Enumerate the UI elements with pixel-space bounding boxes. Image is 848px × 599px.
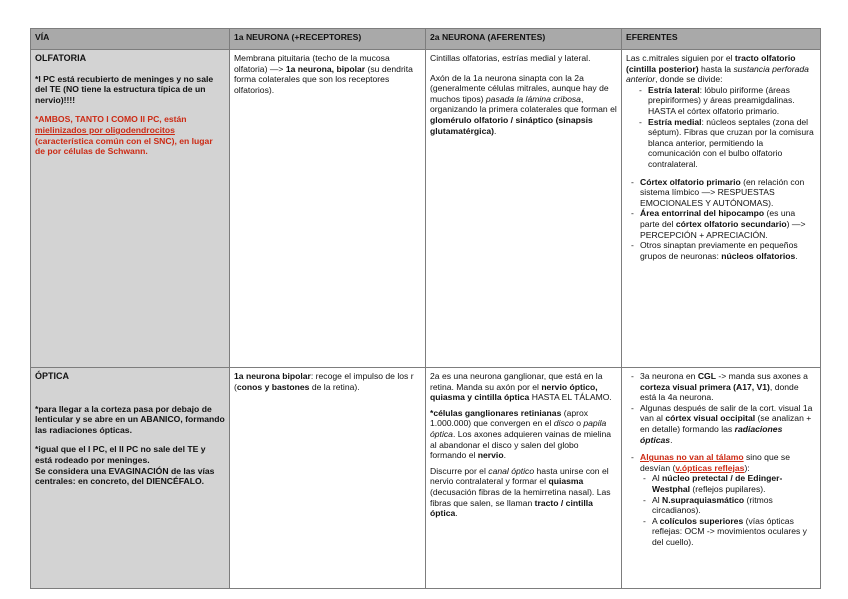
list-item: - Área entorrinal del hipocampo (es una parte del córtex olfatorio secundario) —> PERCEPCIÓN + APRECIACIÓN. (640, 208, 816, 240)
row-olfatoria (31, 50, 821, 368)
cell-via-optica (31, 368, 230, 589)
optica-note-2: *igual que el I PC, el II PC no sale del TE y está rodeado por meninges. Se considera una EVAGINACIÓN de las vías centrales: en concreto, del DIENCÉFALO. (35, 444, 215, 487)
list-item: - Estría medial: núcleos septales (zona del séptum). Fibras que cruzan por la comisura blanca anterior, permitiendo la comunicación con el bulbo olfatorio contralateral. (648, 117, 816, 170)
list-item: - Al N.supraquiasmático (ritmos circadianos). (652, 495, 816, 516)
cell-n2-optica: 2a es una neurona ganglionar, que está en la retina. Manda su axón por el nervio óptico, quiasma y cintilla óptica HASTA EL TÁLAMO. *células ganglionares retinianas (aprox 1.000.000) que convergen en el disco o papila óptica. Los axones adquieren vainas de mielina al abandonar el disco y salen del globo formando el nervio. Discurre por el canal óptico hasta unirse con el nervio contralateral y formar el quiasma (decusación fibras de la hemirretina nasal). Las fibras que salen, se llaman tracto / cintilla óptica. (426, 368, 622, 589)
cell-ef-optica (622, 368, 821, 589)
list-item: - Algunas no van al tálamo sino que se desvían (v.ópticas reflejas): - Al núcleo pretectal / de Edinger-Westphal (reflejos pupilares). - Al N.supraquiasmático (ritmos circadianos). - A colículos superiores (vías ópticas reflejas: OCM -> movimientos oculares y del cuello). (640, 452, 816, 547)
olfatoria-note-1: *I PC está recubierto de meninges y no sale del TE (NO tiene la estructura típica de un nervio)!!!! (35, 73, 214, 105)
header-via: VÍA (31, 29, 230, 50)
list-item: - 3a neurona en CGL -> manda sus axones a corteza visual primera (A17, V1), donde está la 4a neurona. (640, 371, 816, 403)
via-title-optica: ÓPTICA (35, 371, 70, 381)
pathways-table (30, 28, 821, 589)
olfatoria-note-2: *AMBOS, TANTO I COMO II PC, están mielinizados por oligodendrocitos (característica común con el SNC), en lugar de por células de Schwann. (35, 114, 213, 157)
header-row (31, 29, 821, 50)
via-title-olfatoria: OLFATORIA (35, 53, 87, 63)
list-item: - Otros sinaptan previamente en pequeños grupos de neuronas: núcleos olfatorios. (640, 240, 816, 261)
list-item: - Córtex olfatorio primario (en relación con sistema límbico —> RESPUESTAS EMOCIONALES Y AUTÓNOMAS). (640, 177, 816, 209)
header-second-neuron: 2a NEURONA (AFERENTES) (426, 29, 622, 50)
cell-via-olfatoria (31, 50, 230, 368)
header-first-neuron: 1a NEURONA (+RECEPTORES) (230, 29, 426, 50)
list-item: - Algunas después de salir de la cort. visual 1a van al córtex visual occipital (se analizan + en detalle) formando las radiaciones ópticas. (640, 403, 816, 445)
list-item: - Estría lateral: lóbulo piriforme (áreas prepiriformes) y áreas preamigdalinas. HASTA el córtex olfatorio primario. (648, 85, 816, 117)
cell-n1-olfatoria: Membrana pituitaria (techo de la mucosa olfatoria) —> 1a neurona, bipolar (su dendrita forma colaterales que son los receptores olfatorios). (230, 50, 426, 368)
cell-n2-olfatoria: Cintillas olfatorias, estrías medial y lateral. Axón de la 1a neurona sinapta con la 2a (generalmente células mitrales, aunque hay de muchos tipos) pasada la lámina cribosa, organizando la primera colaterales que forman el glomérulo olfatorio / sináptico (sinapsis glutamatérgica). (426, 50, 622, 368)
optica-note-1: *para llegar a la corteza pasa por debajo de lenticular y se abre en un ABANICO, formando las radiaciones ópticas. (35, 403, 225, 435)
list-item: - Al núcleo pretectal / de Edinger-Westphal (reflejos pupilares). (652, 473, 816, 494)
cell-n1-optica: 1a neurona bipolar: recoge el impulso de los r (conos y bastones de la retina). (230, 368, 426, 589)
list-item: - A colículos superiores (vías ópticas reflejas: OCM -> movimientos oculares y del cuello). (652, 516, 816, 548)
row-optica (31, 368, 821, 589)
header-efferents: EFERENTES (622, 29, 821, 50)
cell-ef-olfatoria: Las c.mitrales siguien por el tracto olfatorio (cintilla posterior) hasta la sustancia perforada anterior, donde se divide: - Estría lateral: lóbulo piriforme (áreas prepiriformes) y áreas preamigdalinas. HASTA el córtex olfatorio primario. - Estría medial: núcleos septales (zona del séptum). Fibras que cruzan por la comisura blanca anterior, permitiendo la comunicación con el bulbo olfatorio contralateral. - Córtex olfatorio primario (en relación con sistema límbico —> RESPUESTAS EMOCIONALES Y AUTÓNOMAS). - Área entorrinal del hipocampo (es una parte del córtex olfatorio secundario) —> PERCEPCIÓN + APRECIACIÓN. - Otros sinaptan previamente en pequeños grupos de neuronas: núcleos olfatorios. (622, 50, 821, 368)
